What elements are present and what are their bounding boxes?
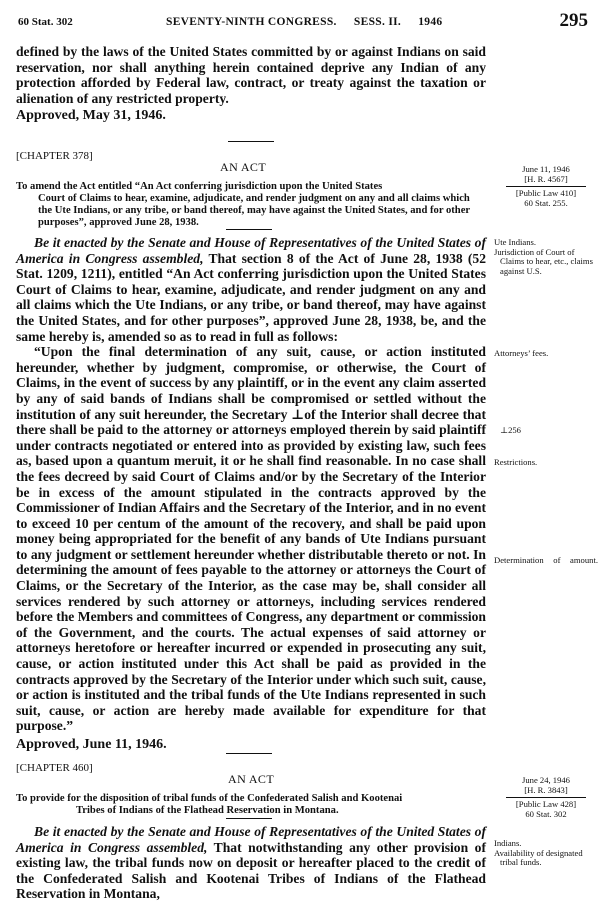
margin-note-restrictions: Restrictions. [494,457,538,467]
enacting-formula: Be it enacted by the Senate and House of Representatives of the United States of America in Congress assembled, [16,235,486,266]
divider-rule [228,141,274,142]
margin-note-indians [494,839,598,868]
margin-note-ute [494,238,598,276]
header-congress: SEVENTY-NINTH CONGRESS. [166,16,337,28]
margin-text-ute: Jurisdiction of Court of Claims to hear, etc., claims against U.S. [494,246,593,276]
header-year: 1946 [418,16,443,28]
chapter-378-enacting-clause [16,235,486,344]
chapter-460-section-text: That notwithstanding any other provision of existing law, the tribal funds now on deposit or hereafter placed to the credit of the Confederated Salish and Kootenai Tribes of Indians of the Flathead Reservation in Montana, [16,839,486,902]
chapter-378-quoted-section: “Upon the final determination of any suit, cause, or action instituted hereunder, whether by judgment, compromise, or otherwise, the Court of Claims, in the event of success by any plaintiff, or in the event any claim asserted by any of said bands of Indians shall be compromised or settled without the institution of any suit hereunder, the Secretary ⊥of the Interior shall decree that there shall be paid to the attorney or attorneys employed therein by said plaintiff under contracts negotiated or entered into as provided by existing law, such fees as, based upon a quantum meruit, it or he shall find reasonable. In no case shall the fees decreed by said Court of Claims and/or by the Secretary of the Interior be in excess of the amount stipulated in the contracts approved by the Commissioner of Indian Affairs and the Secretary of the Interior, and in no event to exceed 10 per centum of the amount of the recovery, and shall be paid upon money being appropriated for the benefit of any bands of Ute Indians pursuant to any judgment or settlement hereunder whether distributable thereto or not. In determining the amount of fees payable to the attorney or attorneys the Court of Claims, or the Secretary of the Interior, as the case may be, shall consider all services rendered by such attorney or attorneys, including services rendered before the Members and committees of Congress, any department or commission of the Government, and the courts. The actual expenses of said attorney or attorneys heretofore or hereafter incurred or expended in prosecuting any suit, cause, or action instituted under this Act shall be paid as provided in the contracts approved by the Secretary of the Interior under which such suit, cause, or action is instituted and the tribal funds of the Ute Indians represented in such suit, cause, or action are hereby made available for expenditure for that purpose.” [16,344,486,734]
margin-rule [506,797,586,798]
header-session-info [166,16,456,28]
chapter-460-title-first: To provide for the disposition of tribal funds of the Confederated Salish and Kootenai [16,793,403,804]
divider-rule [226,753,272,754]
chapter-460-body [16,824,486,902]
margin-date: June 24, 1946 [522,775,570,785]
margin-bill: [H. R. 3843] [524,784,568,795]
carryover-section [16,44,486,124]
chapter-460-enacting-clause [16,824,486,902]
margin-heading-ute: Ute Indians. [494,237,537,247]
margin-bill: [H. R. 4567] [524,173,568,184]
margin-rule [506,186,586,187]
chapter-378-label: [CHAPTER 378] [16,150,93,162]
chapter-460-an-act: AN ACT [228,772,275,786]
carryover-approved: Approved, May 31, 1946. [16,108,166,124]
chapter-378-title-first: To amend the Act entitled “An Act conferring jurisdiction upon the United States [16,181,383,192]
running-header [18,10,594,36]
divider-rule [226,229,272,230]
margin-citation-460 [494,776,598,819]
margin-note-attorneys-fees: Attorneys’ fees. [494,348,549,358]
chapter-460-label: [CHAPTER 460] [16,762,93,774]
chapter-460-title-rest: Tribes of Indians of the Flathead Reservation in Montana. [76,805,339,816]
chapter-460-title [16,793,482,817]
carryover-text: defined by the laws of the United States committed by or against Indians on said reservation, nor shall anything herein contained deprive any Indian of any protection afforded by Federal law, contract, or treaty against the taxation or alienation of any restricted property. [16,44,486,106]
margin-heading-indians: Indians. [494,838,522,848]
margin-citation-378 [494,165,598,208]
enacting-formula: Be it enacted by the Senate and House of Representatives of the United States of America in Congress assembled, [16,824,486,855]
chapter-378-section-text: That section 8 of the Act of June 28, 1938 (52 Stat. 1209, 1211), entitled “An Act conferring jurisdiction upon the United States Court of Claims to hear, examine, adjudicate, and render judgment on any and all claims which the Ute Indians, or any tribe, or band thereof, may have against the United States, and for other purposes”, approved June 28, 1938, be, and the same hereby is, amended so as to read in full as follows: [16,250,486,344]
margin-stat: 60 Stat. 255. [524,197,568,208]
margin-note-determination: Determination of amount. [494,555,598,565]
chapter-378-approved: Approved, June 11, 1946. [16,737,167,752]
chapter-378-title [16,181,482,229]
header-stat-ref: 60 Stat. 302 [18,16,73,28]
chapter-378-title-rest: Court of Claims to hear, examine, adjudicate, and render judgment on any and all claims which the Ute Indians, or any tribe, or band thereof, may have against the United States, and for other purposes”, approved June 28, 1938. [38,193,470,228]
margin-page-mark: ⊥256 [500,425,521,435]
divider-rule [226,818,272,819]
chapter-378-body [16,235,486,753]
page-number: 295 [559,10,588,31]
header-session: SESS. II. [353,16,402,28]
margin-stat: 60 Stat. 302 [525,808,567,819]
margin-public-law: [Public Law 428] [515,799,577,810]
margin-text-indians: Availability of designated tribal funds. [494,847,583,868]
margin-date: June 11, 1946 [522,164,570,174]
chapter-378-an-act: AN ACT [220,160,267,174]
margin-public-law: [Public Law 410] [515,188,577,199]
